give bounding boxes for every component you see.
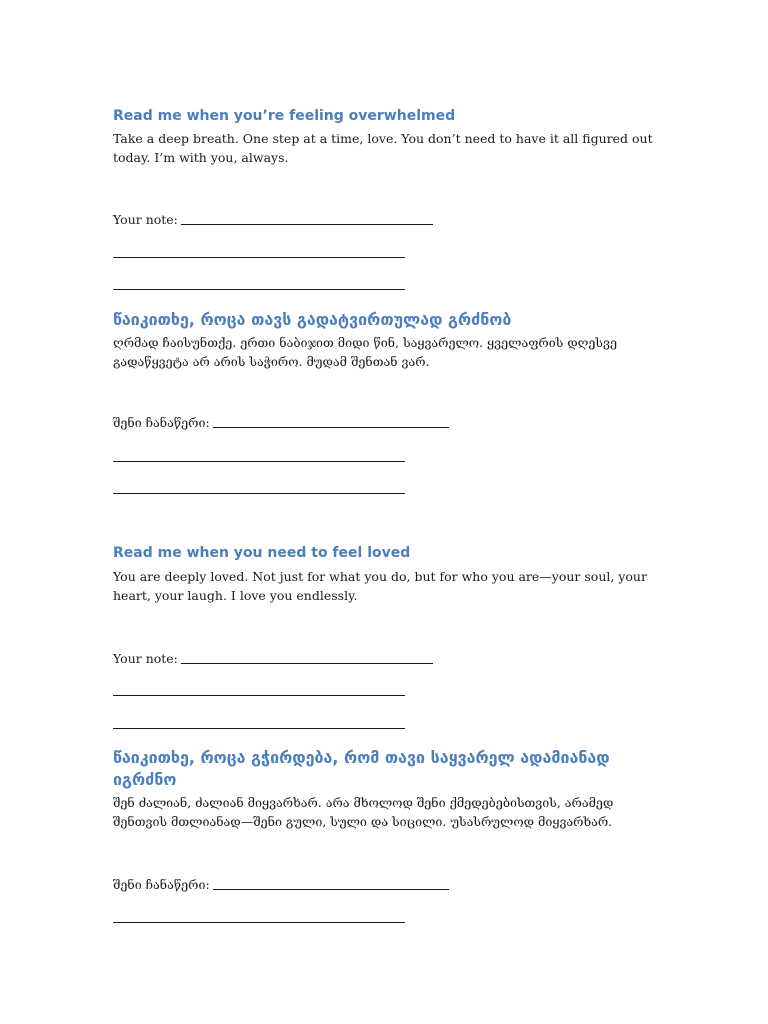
section-4-body: შენ ძალიან, ძალიან მიყვარხარ. არა მხოლოდ შენი ქმედებებისთვის, არამედ შენთვის მთლიანად—შენი გული, სული და სიცილი. უსასრულოდ მიყვარხარ. — [113, 795, 614, 829]
blank-line — [113, 289, 405, 290]
section-1-heading: Read me when you’re feeling overwhelmed — [113, 108, 456, 124]
section-3-heading: Read me when you need to feel loved — [113, 545, 411, 561]
note-underline — [181, 663, 433, 664]
blank-line — [113, 493, 405, 494]
section-3-note — [113, 651, 433, 667]
blank-line — [113, 461, 405, 462]
blank-line — [113, 922, 405, 923]
blank-line — [113, 695, 405, 696]
note-label: Your note: — [113, 212, 178, 227]
note-label: Your note: — [113, 651, 178, 666]
blank-line — [113, 728, 405, 729]
note-label: შენი ჩანაწერი: — [113, 415, 210, 430]
note-underline — [213, 427, 449, 428]
note-underline — [181, 224, 433, 225]
section-1-body: Take a deep breath. One step at a time, love. You don’t need to have it all figured out today. I’m with you, always. — [113, 131, 653, 165]
note-label: შენი ჩანაწერი: — [113, 877, 210, 892]
section-1-note — [113, 212, 433, 228]
section-2-heading: წაიკითხე, როცა თავს გადატვირთულად გრძნობ — [113, 310, 512, 329]
section-2-note — [113, 415, 449, 431]
section-4-note — [113, 877, 449, 893]
section-4-heading: წაიკითხე, როცა გჭირდება, რომ თავი საყვარელ ადამიანად იგრძნო — [113, 748, 610, 789]
note-underline — [213, 889, 449, 890]
blank-line — [113, 257, 405, 258]
section-3-body: You are deeply loved. Not just for what you do, but for who you are—your soul, your heart, your laugh. I love you endlessly. — [113, 569, 647, 603]
section-2-body: ღრმად ჩაისუნთქე. ერთი ნაბიჯით მიდი წინ, საყვარელო. ყველაფრის დღესვე გადაწყვეტა არ არის საჭირო. მუდამ შენთან ვარ. — [113, 335, 617, 369]
